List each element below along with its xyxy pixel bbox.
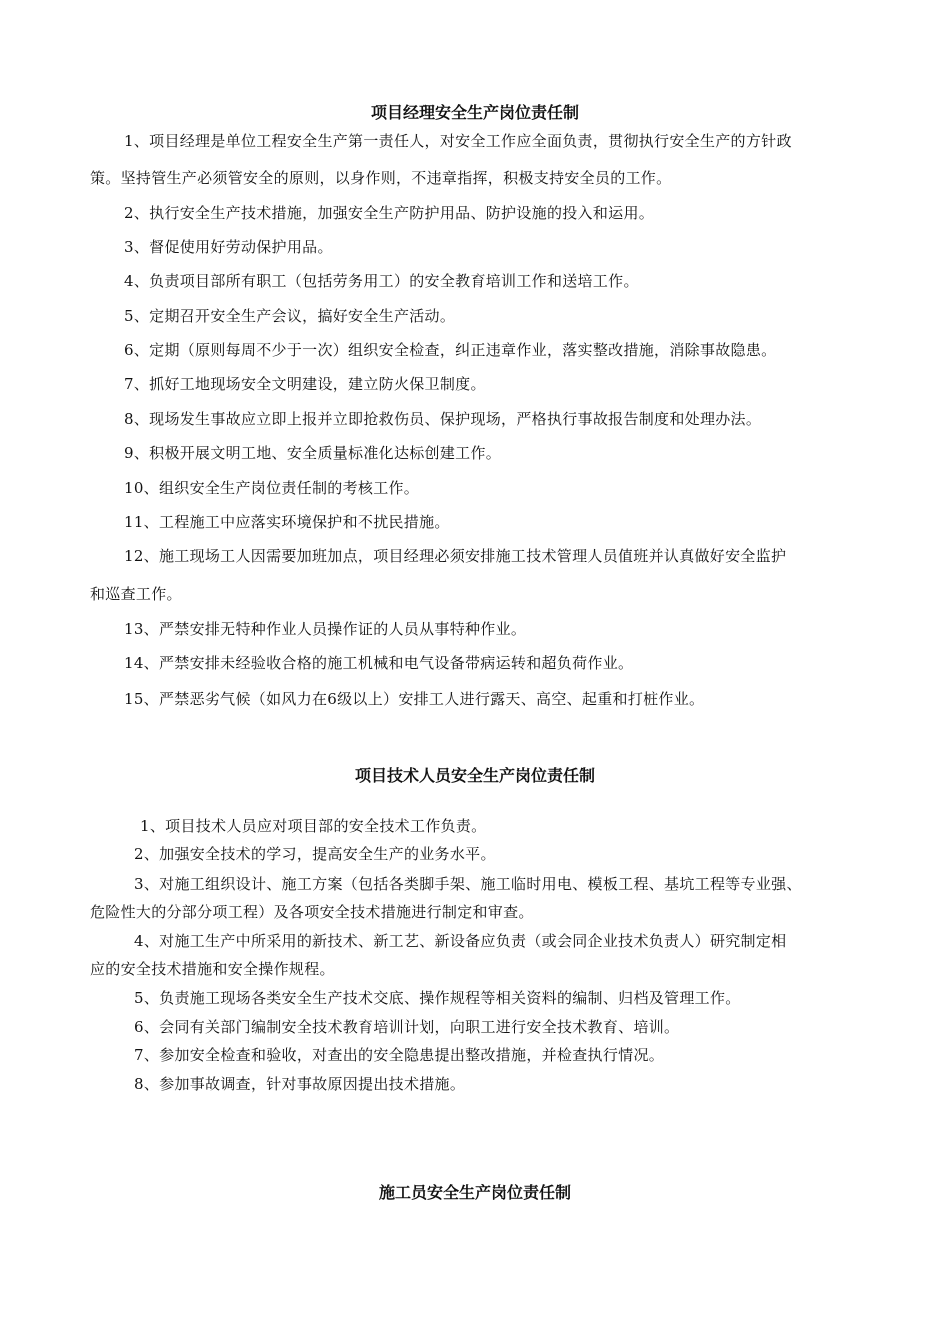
text-line: 10、组织安全生产岗位责任制的考核工作。 <box>124 479 420 497</box>
text-line: 4、负责项目部所有职工（包括劳务用工）的安全教育培训工作和送培工作。 <box>124 272 639 290</box>
text-line: 6、定期（原则每周不少于一次）组织安全检查，纠正违章作业，落实整改措施，消除事故隐患。 <box>124 341 777 359</box>
text-line: 7、抓好工地现场安全文明建设，建立防火保卫制度。 <box>124 375 486 393</box>
text-line: 15、严禁恶劣气候（如风力在6级以上）安排工人进行露天、高空、起重和打桩作业。 <box>124 690 705 708</box>
text-line: 1、项目技术人员应对项目部的安全技术工作负责。 <box>140 817 487 835</box>
text-line: 8、现场发生事故应立即上报并立即抢救伤员、保护现场，严格执行事故报告制度和处理办法。 <box>124 410 762 428</box>
text-line: 应的安全技术措施和安全操作规程。 <box>90 960 335 978</box>
text-line: 3、对施工组织设计、施工方案（包括各类脚手架、施工临时用电、模板工程、基坑工程等专业强、 <box>134 875 802 893</box>
text-line: 2、加强安全技术的学习，提高安全生产的业务水平。 <box>134 845 496 863</box>
text-line: 14、严禁安排未经验收合格的施工机械和电气设备带病运转和超负荷作业。 <box>124 654 634 672</box>
text-line: 9、积极开展文明工地、安全质量标准化达标创建工作。 <box>124 444 502 462</box>
text-line: 7、参加安全检查和验收，对查出的安全隐患提出整改措施，并检查执行情况。 <box>134 1046 665 1064</box>
text-line: 3、督促使用好劳动保护用品。 <box>124 238 333 256</box>
text-line: 和巡查工作。 <box>90 585 182 603</box>
text-line: 5、定期召开安全生产会议，搞好安全生产活动。 <box>124 307 456 325</box>
text-line: 策。坚持管生产必须管安全的原则，以身作则，不违章指挥，积极支持安全员的工作。 <box>90 169 672 187</box>
section-title-project-manager: 项目经理安全生产岗位责任制 <box>370 103 579 122</box>
text-line: 危险性大的分部分项工程）及各项安全技术措施进行制定和审查。 <box>90 903 534 921</box>
text-line: 11、工程施工中应落实环境保护和不扰民措施。 <box>124 513 450 531</box>
text-line: 5、负责施工现场各类安全生产技术交底、操作规程等相关资料的编制、归档及管理工作。 <box>134 989 741 1007</box>
text-line: 8、参加事故调查，针对事故原因提出技术措施。 <box>134 1075 466 1093</box>
section-title-technical-staff: 项目技术人员安全生产岗位责任制 <box>354 766 595 785</box>
text-line: 13、严禁安排无特种作业人员操作证的人员从事特种作业。 <box>124 620 527 638</box>
text-line: 12、施工现场工人因需要加班加点，项目经理必须安排施工技术管理人员值班并认真做好安全监护 <box>124 547 787 565</box>
text-line: 6、会同有关部门编制安全技术教育培训计划，向职工进行安全技术教育、培训。 <box>134 1018 680 1036</box>
section-title-construction-worker: 施工员安全生产岗位责任制 <box>378 1183 571 1202</box>
text-line: 2、执行安全生产技术措施，加强安全生产防护用品、防护设施的投入和运用。 <box>124 204 655 222</box>
text-line: 1、项目经理是单位工程安全生产第一责任人，对安全工作应全面负责，贯彻执行安全生产的方针政 <box>124 132 792 150</box>
text-line: 4、对施工生产中所采用的新技术、新工艺、新设备应负责（或会同企业技术负责人）研究制定相 <box>134 932 787 950</box>
